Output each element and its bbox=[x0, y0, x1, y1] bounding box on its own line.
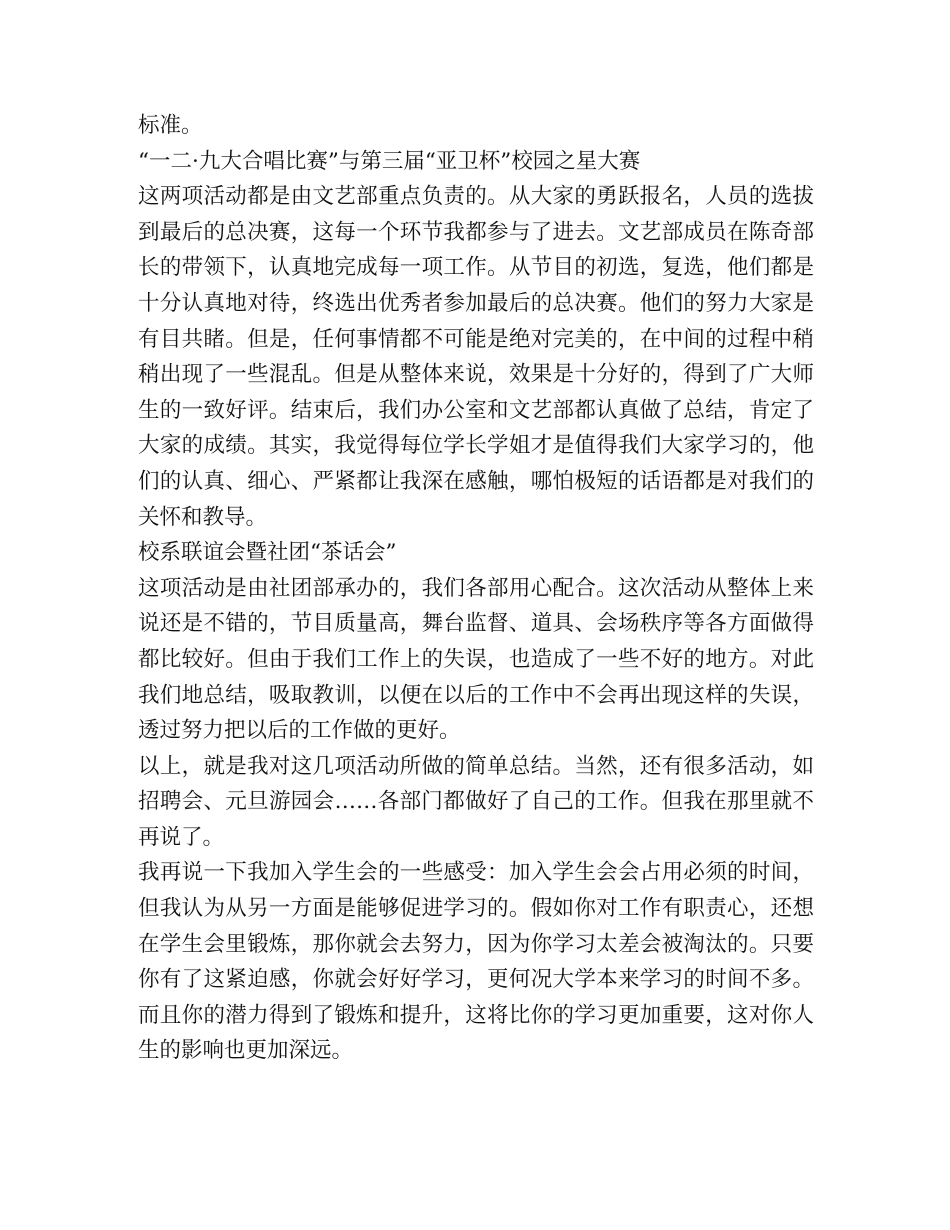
text-line: 但我认为从另一方面是能够促进学习的。假如你对工作有职责心，还想 bbox=[138, 896, 814, 922]
text-line: 而且你的潜力得到了锻炼和提升，这将比你的学习更加重要，这对你人 bbox=[138, 1002, 814, 1028]
text-line: 再说了。 bbox=[138, 824, 225, 850]
text-line: 生的一致好评。结束后，我们办公室和文艺部都认真做了总结，肯定了 bbox=[138, 397, 814, 423]
text-line: 都比较好。但由于我们工作上的失误，也造成了一些不好的地方。对此 bbox=[138, 646, 814, 672]
text-line: 在学生会里锻炼，那你就会去努力，因为你学习太差会被淘汰的。只要 bbox=[138, 931, 814, 957]
text-line: 招聘会、元旦游园会……各部门都做好了自己的工作。但我在那里就不 bbox=[138, 789, 814, 815]
section-heading: “一二·九大合唱比赛”与第三届“亚卫杯”校园之星大赛 bbox=[138, 148, 641, 174]
text-line: 说还是不错的，节目质量高，舞台监督、道具、会场秩序等各方面做得 bbox=[138, 611, 814, 637]
text-line: 关怀和教导。 bbox=[138, 504, 268, 530]
text-line: 们的认真、细心、严紧都让我深在感触，哪怕极短的话语都是对我们的 bbox=[138, 468, 814, 494]
section-heading: 校系联谊会暨社团“茶话会” bbox=[138, 540, 397, 566]
text-line: 长的带领下，认真地完成每一项工作。从节目的初选，复选，他们都是 bbox=[138, 255, 814, 281]
text-line: 你有了这紧迫感，你就会好好学习，更何况大学本来学习的时间不多。 bbox=[138, 967, 814, 993]
text-line: 这项活动是由社团部承办的，我们各部用心配合。这次活动从整体上来 bbox=[138, 575, 814, 601]
text-line: 稍出现了一些混乱。但是从整体来说，效果是十分好的，得到了广大师 bbox=[138, 362, 814, 388]
text-line: 这两项活动都是由文艺部重点负责的。从大家的勇跃报名，人员的选拔 bbox=[138, 184, 814, 210]
text-line: 我们地总结，吸取教训，以便在以后的工作中不会再出现这样的失误， bbox=[138, 682, 814, 708]
text-line: 透过努力把以后的工作做的更好。 bbox=[138, 718, 461, 744]
text-line: 大家的成绩。其实，我觉得每位学长学姐才是值得我们大家学习的，他 bbox=[138, 433, 814, 459]
text-line: 生的影响也更加深远。 bbox=[138, 1038, 354, 1064]
document-page bbox=[138, 108, 814, 1069]
text-line: 以上，就是我对这几项活动所做的简单总结。当然，还有很多活动，如 bbox=[138, 753, 814, 779]
text-line: 我再说一下我加入学生会的一些感受：加入学生会会占用必须的时间， bbox=[138, 860, 814, 886]
text-line: 到最后的总决赛，这每一个环节我都参与了进去。文艺部成员在陈奇部 bbox=[138, 219, 814, 245]
text-line: 十分认真地对待，终选出优秀者参加最后的总决赛。他们的努力大家是 bbox=[138, 290, 814, 316]
text-line: 有目共睹。但是，任何事情都不可能是绝对完美的，在中间的过程中稍 bbox=[138, 326, 814, 352]
text-line: 标准。 bbox=[138, 113, 203, 138]
